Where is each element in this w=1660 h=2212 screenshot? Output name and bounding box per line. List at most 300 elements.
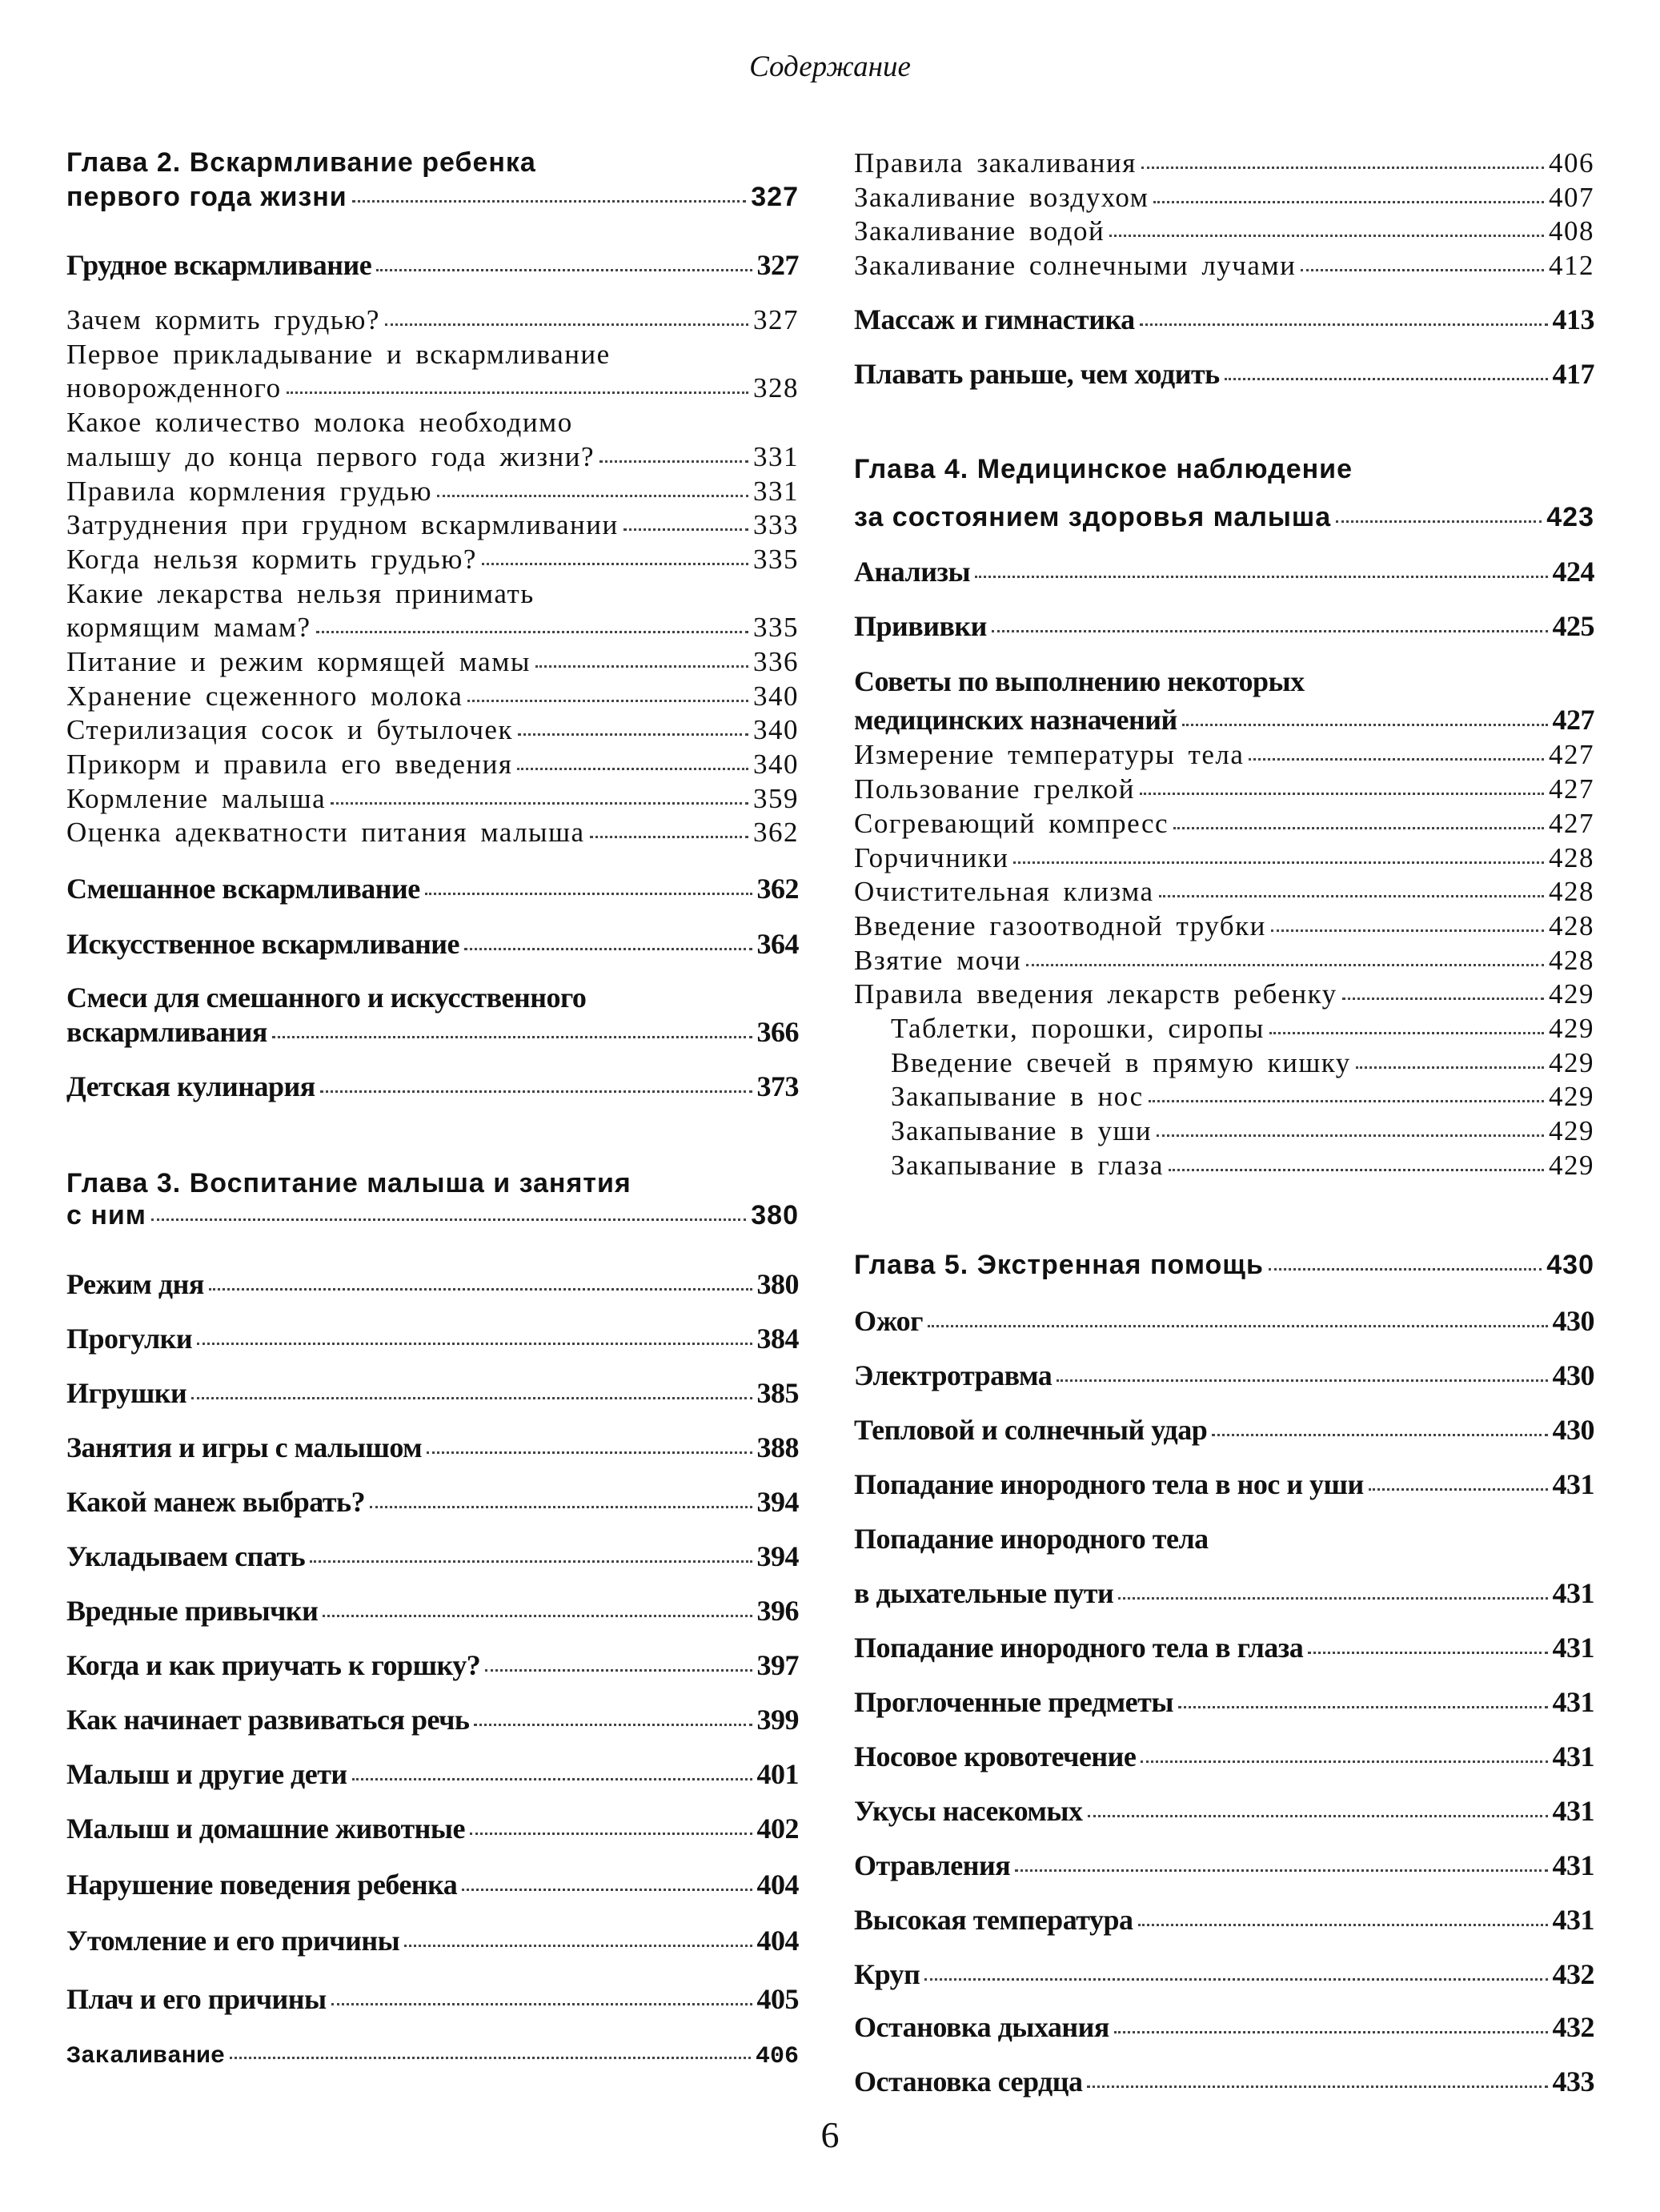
- toc-entry[interactable]: [66, 1596, 799, 1628]
- toc-page: 359: [753, 783, 799, 814]
- toc-text: Остановка сердца: [854, 2065, 1083, 2098]
- leader-dots: [470, 1833, 752, 1835]
- toc-page: 431: [1552, 1795, 1594, 1827]
- toc-text: с ним: [66, 1200, 146, 1230]
- toc-entry[interactable]: [854, 1306, 1594, 1338]
- chapter-5-entry[interactable]: [854, 1251, 1594, 1280]
- leader-dots: [1308, 1652, 1547, 1654]
- leader-dots: [1336, 520, 1542, 523]
- toc-text: Плач и его причины: [66, 1983, 327, 2015]
- toc-entry[interactable]: [66, 1071, 799, 1103]
- leader-dots: [599, 460, 748, 463]
- toc-text: Малыш и другие дети: [66, 1758, 347, 1790]
- leader-dots: [1342, 998, 1544, 1000]
- toc-page: 433: [1552, 2065, 1594, 2098]
- toc-text: Затруднения при грудном вскармливании: [66, 509, 619, 540]
- toc-entry[interactable]: [66, 612, 799, 644]
- toc-page: 331: [753, 441, 799, 472]
- toc-text: Электротравма: [854, 1359, 1053, 1391]
- toc-entry[interactable]: [854, 2066, 1594, 2098]
- toc-page: 429: [1549, 1115, 1594, 1146]
- toc-entry[interactable]: [854, 740, 1594, 771]
- toc-text: Ожог: [854, 1305, 923, 1337]
- toc-entry[interactable]: [854, 304, 1594, 336]
- leader-dots: [1138, 1924, 1548, 1926]
- toc-text: Игрушки: [66, 1377, 187, 1409]
- toc-page: 335: [753, 544, 799, 575]
- toc-text: Закаливание воздухом: [854, 182, 1149, 213]
- leader-dots: [1114, 2031, 1548, 2033]
- chapter-3-title: Глава 3. Воспитание малыша и занятия: [66, 1168, 632, 1198]
- leader-dots: [924, 1978, 1547, 1981]
- toc-page: 407: [1549, 182, 1594, 213]
- toc-entry[interactable]: [66, 1869, 799, 1901]
- toc-text: Носовое кровотечение: [854, 1740, 1137, 1772]
- toc-page: 429: [1549, 1013, 1594, 1044]
- toc-entry[interactable]: [66, 784, 799, 815]
- toc-text: за состоянием здоровья малыша: [854, 502, 1332, 532]
- toc-entry[interactable]: [854, 1905, 1594, 1937]
- toc-page: 402: [756, 1813, 799, 1845]
- toc-page: 429: [1549, 1081, 1594, 1112]
- leader-dots: [1140, 323, 1548, 326]
- toc-text: в дыхательные пути: [854, 1577, 1114, 1609]
- chapter-2-entry[interactable]: [66, 183, 799, 212]
- toc-page: 362: [753, 817, 799, 848]
- toc-text: Укладываем спать: [66, 1540, 306, 1572]
- toc-entry[interactable]: [854, 359, 1594, 391]
- toc-text: Массаж и гимнастика: [854, 303, 1135, 335]
- toc-text: Остановка дыхания: [854, 2011, 1109, 2043]
- leader-dots: [376, 269, 752, 271]
- toc-text-line: Первое прикладывание и вскармливание: [66, 339, 611, 370]
- toc-text: Оценка адекватности питания малыша: [66, 817, 585, 848]
- toc-text: Введение свечей в прямую кишку: [891, 1047, 1351, 1078]
- toc-page: 425: [1552, 610, 1594, 642]
- toc-text: Закаливание: [66, 2043, 226, 2070]
- toc-text: Укусы насекомых: [854, 1795, 1083, 1827]
- toc-text: Грудное вскармливание: [66, 249, 372, 281]
- leader-dots: [1269, 1032, 1544, 1034]
- toc-text: Зачем кормить грудью?: [66, 304, 380, 335]
- leader-dots: [1088, 1815, 1548, 1817]
- leader-dots: [1149, 1100, 1544, 1102]
- toc-entry[interactable]: [66, 647, 799, 678]
- toc-page: 336: [753, 646, 799, 677]
- toc-text: Закаливание водой: [854, 215, 1105, 247]
- toc-text: Закапывание в глаза: [891, 1150, 1164, 1181]
- toc-entry[interactable]: [66, 1017, 799, 1049]
- toc-page: 333: [753, 509, 799, 540]
- toc-text: Нарушение поведения ребенка: [66, 1869, 458, 1901]
- toc-subentry[interactable]: [891, 1082, 1594, 1113]
- leader-dots: [272, 1036, 752, 1038]
- leader-dots: [1212, 1434, 1547, 1436]
- toc-text: Кормление малыша: [66, 783, 327, 814]
- toc-text: Проглоченные предметы: [854, 1686, 1173, 1718]
- toc-text: Прогулки: [66, 1323, 193, 1355]
- toc-entry[interactable]: [66, 442, 799, 473]
- toc-page: 430: [1552, 1359, 1594, 1391]
- leader-dots: [310, 1560, 752, 1563]
- leader-dots: [1182, 724, 1548, 726]
- toc-text: Правила закаливания: [854, 147, 1137, 179]
- toc-page: 327: [751, 182, 799, 212]
- toc-page: 427: [1549, 773, 1594, 805]
- leader-dots: [1087, 2086, 1547, 2088]
- leader-dots: [230, 2057, 751, 2059]
- toc-subentry[interactable]: [891, 1150, 1594, 1182]
- toc-page: 431: [1552, 1686, 1594, 1718]
- leader-dots: [1140, 793, 1544, 795]
- toc-text: Высокая температура: [854, 1904, 1133, 1936]
- toc-entry[interactable]: [854, 877, 1594, 908]
- toc-entry[interactable]: [66, 1432, 799, 1464]
- toc-page: 431: [1552, 1849, 1594, 1881]
- leader-dots: [1057, 1379, 1547, 1382]
- toc-entry[interactable]: [66, 1269, 799, 1301]
- toc-page: 362: [756, 873, 799, 905]
- leader-dots: [316, 631, 748, 633]
- toc-text: Круп: [854, 1958, 920, 1990]
- toc-page: 430: [1546, 1250, 1594, 1280]
- toc-page: 428: [1549, 842, 1594, 873]
- leader-dots: [320, 1090, 752, 1093]
- leader-dots: [1026, 964, 1544, 966]
- toc-entry[interactable]: [66, 305, 799, 336]
- toc-entry[interactable]: [854, 911, 1594, 942]
- page-number: 6: [820, 2114, 840, 2155]
- toc-entry[interactable]: [854, 979, 1594, 1010]
- toc-page: 373: [756, 1070, 799, 1102]
- toc-page: 335: [753, 612, 799, 643]
- leader-dots: [1173, 827, 1544, 829]
- toc-text: Какой манеж выбрать?: [66, 1486, 366, 1518]
- toc-text: Очистительная клизма: [854, 876, 1154, 907]
- toc-text: Малыш и домашние животные: [66, 1813, 465, 1845]
- toc-entry[interactable]: [66, 817, 799, 849]
- leader-dots: [1141, 167, 1544, 169]
- toc-page: 431: [1552, 1468, 1594, 1500]
- toc-page: 431: [1552, 1632, 1594, 1664]
- toc-text: Введение газоотводной трубки: [854, 910, 1266, 941]
- leader-dots: [323, 1615, 752, 1617]
- toc-entry[interactable]: [854, 1796, 1594, 1828]
- leader-dots: [992, 630, 1548, 632]
- toc-page: 429: [1549, 978, 1594, 1010]
- toc-text: Режим дня: [66, 1268, 204, 1300]
- toc-text: Смешанное вскармливание: [66, 873, 420, 905]
- leader-dots: [590, 836, 748, 838]
- leader-dots: [624, 528, 748, 531]
- toc-text: Искусственное вскармливание: [66, 928, 460, 960]
- toc-entry[interactable]: [66, 873, 799, 905]
- leader-dots: [331, 802, 748, 805]
- leader-dots: [535, 665, 748, 668]
- leader-dots: [1369, 1488, 1548, 1491]
- toc-page: 340: [753, 680, 799, 712]
- leader-dots: [1271, 929, 1544, 932]
- toc-entry[interactable]: [854, 556, 1594, 588]
- toc-text: Закапывание в уши: [891, 1115, 1153, 1146]
- toc-text: Прикорм и правила его введения: [66, 749, 513, 780]
- toc-page: 406: [755, 2043, 799, 2070]
- toc-entry[interactable]: [66, 1704, 799, 1736]
- leader-dots: [485, 1669, 752, 1672]
- toc-page: 394: [756, 1540, 799, 1572]
- toc-entry[interactable]: [854, 148, 1594, 179]
- toc-page: 327: [756, 249, 799, 281]
- toc-page: 429: [1549, 1047, 1594, 1078]
- toc-text: Закапывание в нос: [891, 1081, 1144, 1112]
- toc-text: Прививки: [854, 610, 987, 642]
- toc-text-line: Какие лекарства нельзя принимать: [66, 578, 535, 609]
- toc-page: 428: [1549, 910, 1594, 941]
- toc-page: 340: [753, 714, 799, 745]
- leader-dots: [1013, 861, 1544, 864]
- toc-page: 394: [756, 1486, 799, 1518]
- toc-entry[interactable]: [66, 1323, 799, 1355]
- toc-entry[interactable]: [66, 476, 799, 508]
- leader-dots: [1157, 1134, 1544, 1137]
- toc-page: 432: [1552, 2011, 1594, 2043]
- toc-page: 417: [1552, 358, 1594, 390]
- toc-entry[interactable]: [854, 216, 1594, 247]
- toc-entry[interactable]: [854, 809, 1594, 840]
- toc-page: 431: [1552, 1577, 1594, 1609]
- toc-page: 428: [1549, 876, 1594, 907]
- toc-entry[interactable]: [66, 1650, 799, 1682]
- toc-entry[interactable]: [66, 1925, 799, 1957]
- chapter-4-title: Глава 4. Медицинское наблюдение: [854, 454, 1353, 484]
- toc-entry[interactable]: [66, 250, 799, 282]
- toc-text: Тепловой и солнечный удар: [854, 1414, 1208, 1446]
- toc-entry[interactable]: [854, 183, 1594, 214]
- leader-dots: [209, 1288, 752, 1291]
- toc-entry[interactable]: [66, 681, 799, 713]
- toc-text: Хранение сцеженного молока: [66, 680, 463, 712]
- toc-text: новорожденного: [66, 372, 282, 403]
- toc-text: Плавать раньше, чем ходить: [854, 358, 1220, 390]
- toc-text: Как начинает развиваться речь: [66, 1704, 470, 1736]
- toc-entry[interactable]: [854, 1741, 1594, 1773]
- toc-entry[interactable]: [854, 611, 1594, 643]
- toc-text: Закаливание солнечными лучами: [854, 250, 1297, 281]
- toc-entry[interactable]: [66, 1541, 799, 1573]
- toc-text: Таблетки, порошки, сиропы: [891, 1013, 1265, 1044]
- toc-page: 424: [1552, 556, 1594, 588]
- leader-dots: [331, 2003, 752, 2005]
- toc-text: Отравления: [854, 1849, 1011, 1881]
- toc-page: 430: [1552, 1414, 1594, 1446]
- toc-page: 380: [756, 1268, 799, 1300]
- toc-page: 428: [1549, 945, 1594, 976]
- toc-entry[interactable]: [854, 251, 1594, 282]
- toc-page: 404: [756, 1869, 799, 1901]
- toc-entry[interactable]: [854, 1360, 1594, 1392]
- toc-page: 432: [1552, 1958, 1594, 1990]
- toc-text-line: Попадание инородного тела: [854, 1523, 1209, 1555]
- leader-dots: [1301, 269, 1544, 271]
- leader-dots: [437, 495, 748, 497]
- leader-dots: [370, 1506, 752, 1508]
- leader-dots: [1118, 1597, 1547, 1600]
- toc-text: Когда и как приучать к горшку?: [66, 1649, 481, 1681]
- toc-page: 427: [1549, 808, 1594, 839]
- leader-dots: [482, 563, 748, 565]
- leader-dots: [385, 323, 748, 326]
- toc-subentry[interactable]: [891, 1048, 1594, 1079]
- leader-dots: [287, 391, 748, 394]
- leader-dots: [517, 768, 748, 770]
- toc-entry[interactable]: [66, 715, 799, 746]
- toc-page: 404: [756, 1925, 799, 1957]
- toc-text: Согревающий компресс: [854, 808, 1169, 839]
- toc-page: 397: [756, 1649, 799, 1681]
- toc-entry[interactable]: [66, 373, 799, 404]
- leader-dots: [518, 733, 748, 736]
- toc-page: 327: [753, 304, 799, 335]
- toc-text: вскармливания: [66, 1016, 267, 1048]
- toc-entry[interactable]: [66, 1759, 799, 1791]
- leader-dots: [1178, 1706, 1548, 1708]
- toc-page: 366: [756, 1016, 799, 1048]
- toc-page: 401: [756, 1758, 799, 1790]
- toc-entry[interactable]: [854, 774, 1594, 805]
- toc-text: Горчичники: [854, 842, 1009, 873]
- toc-entry[interactable]: [854, 705, 1594, 737]
- leader-dots: [1225, 378, 1548, 380]
- toc-page: 380: [751, 1200, 799, 1230]
- toc-entry[interactable]: [854, 1959, 1594, 1991]
- toc-page: 399: [756, 1704, 799, 1736]
- chapter-3-entry[interactable]: [66, 1201, 799, 1230]
- toc-entry[interactable]: [66, 1813, 799, 1845]
- toc-entry[interactable]: [854, 1687, 1594, 1719]
- toc-page: 406: [1549, 147, 1594, 179]
- toc-text: Детская кулинария: [66, 1070, 315, 1102]
- leader-dots: [151, 1218, 746, 1221]
- toc-text: первого года жизни: [66, 182, 347, 212]
- toc-entry[interactable]: [66, 510, 799, 541]
- toc-entry[interactable]: [854, 1632, 1594, 1664]
- toc-subentry[interactable]: [891, 1116, 1594, 1147]
- toc-text: Попадание инородного тела в глаза: [854, 1632, 1304, 1664]
- toc-entry[interactable]: [854, 843, 1594, 874]
- toc-page: 328: [753, 372, 799, 403]
- toc-text: медицинских назначений: [854, 704, 1177, 736]
- toc-entry[interactable]: [854, 1850, 1594, 1882]
- leader-dots: [1159, 895, 1544, 897]
- toc-entry[interactable]: [66, 1378, 799, 1410]
- toc-page: 423: [1546, 502, 1594, 532]
- toc-page: 385: [756, 1377, 799, 1409]
- toc-text: Правила введения лекарств ребенку: [854, 978, 1337, 1010]
- toc-entry[interactable]: [66, 749, 799, 781]
- toc-subentry[interactable]: [891, 1014, 1594, 1045]
- leader-dots: [1269, 1268, 1542, 1271]
- toc-text: Правила кормления грудью: [66, 476, 433, 507]
- toc-page: 408: [1549, 215, 1594, 247]
- toc-entry[interactable]: [66, 2044, 799, 2070]
- toc-entry[interactable]: [854, 945, 1594, 977]
- chapter-4-entry[interactable]: [854, 503, 1594, 532]
- toc-page: 431: [1552, 1904, 1594, 1936]
- leader-dots: [404, 1945, 752, 1947]
- leader-dots: [1141, 1760, 1547, 1763]
- leader-dots: [1153, 201, 1544, 203]
- toc-page: 430: [1552, 1305, 1594, 1337]
- leader-dots: [352, 200, 747, 203]
- toc-text-line: Смеси для смешанного и искусственного: [66, 982, 587, 1014]
- toc-text: Глава 5. Экстренная помощь: [854, 1250, 1264, 1280]
- leader-dots: [197, 1343, 752, 1345]
- toc-page: 427: [1549, 739, 1594, 770]
- toc-text: Питание и режим кормящей мамы: [66, 646, 531, 677]
- toc-page: 413: [1552, 303, 1594, 335]
- page-header: Содержание: [749, 50, 911, 83]
- toc-entry[interactable]: [854, 1415, 1594, 1447]
- toc-page: 405: [756, 1983, 799, 2015]
- leader-dots: [1249, 758, 1544, 761]
- toc-entry[interactable]: [66, 1487, 799, 1519]
- toc-page: 396: [756, 1595, 799, 1627]
- leader-dots: [191, 1397, 752, 1399]
- toc-page: 384: [756, 1323, 799, 1355]
- toc-text: Анализы: [854, 556, 971, 588]
- leader-dots: [928, 1325, 1548, 1327]
- toc-text: кормящим мамам?: [66, 612, 311, 643]
- toc-text-line: Советы по выполнению некоторых: [854, 665, 1305, 697]
- toc-entry[interactable]: [854, 1469, 1594, 1501]
- toc-page: 340: [753, 749, 799, 780]
- leader-dots: [975, 576, 1547, 578]
- chapter-2-title: Глава 2. Вскармливание ребенка: [66, 147, 536, 178]
- toc-text: Пользование грелкой: [854, 773, 1136, 805]
- leader-dots: [464, 948, 752, 950]
- toc-page: 427: [1552, 704, 1594, 736]
- toc-text: Стерилизация сосок и бутылочек: [66, 714, 513, 745]
- toc-entry[interactable]: [854, 1578, 1594, 1610]
- leader-dots: [462, 1889, 752, 1891]
- toc-entry[interactable]: [66, 1984, 799, 2016]
- leader-dots: [467, 700, 748, 702]
- toc-page: 429: [1549, 1150, 1594, 1181]
- toc-page: 331: [753, 476, 799, 507]
- toc-text: Попадание инородного тела в нос и уши: [854, 1468, 1364, 1500]
- toc-page: 431: [1552, 1740, 1594, 1772]
- leader-dots: [1109, 235, 1544, 237]
- toc-text: Утомление и его причины: [66, 1925, 400, 1957]
- leader-dots: [352, 1778, 752, 1780]
- toc-page: 412: [1549, 250, 1594, 281]
- toc-entry[interactable]: [66, 544, 799, 576]
- toc-text: Занятия и игры с малышом: [66, 1431, 423, 1463]
- toc-text: Вредные привычки: [66, 1595, 319, 1627]
- toc-text: малышу до конца первого года жизни?: [66, 441, 595, 472]
- toc-text: Взятие мочи: [854, 945, 1022, 976]
- toc-text: Когда нельзя кормить грудью?: [66, 544, 477, 575]
- toc-entry[interactable]: [854, 2012, 1594, 2044]
- toc-page: 364: [756, 928, 799, 960]
- leader-dots: [1015, 1869, 1547, 1872]
- toc-entry[interactable]: [66, 929, 799, 961]
- leader-dots: [425, 893, 752, 895]
- toc-text: Измерение температуры тела: [854, 739, 1245, 770]
- toc-text-line: Какое количество молока необходимо: [66, 407, 573, 438]
- leader-dots: [427, 1451, 752, 1454]
- leader-dots: [1169, 1169, 1544, 1171]
